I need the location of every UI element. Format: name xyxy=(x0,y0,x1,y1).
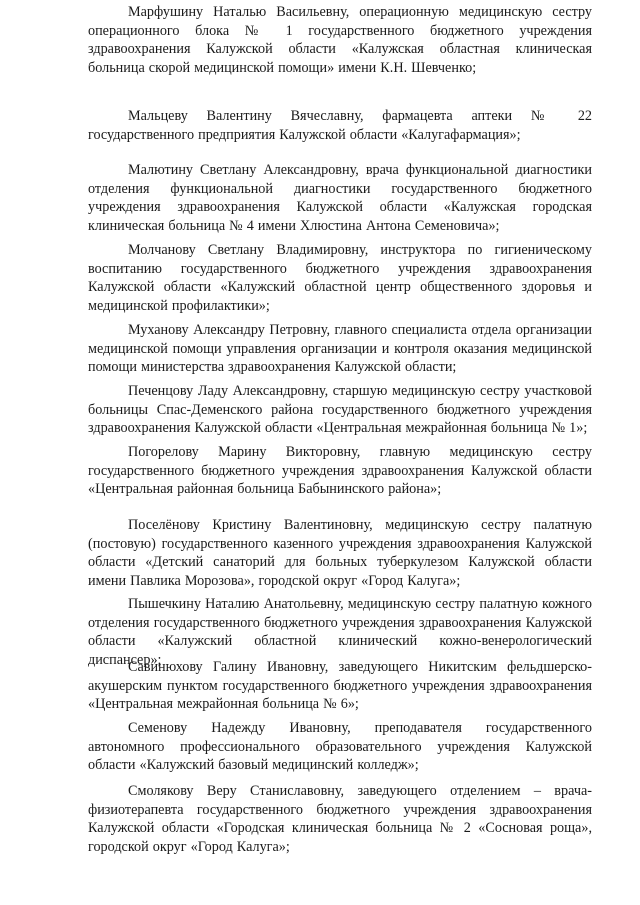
entry-pogorelova: Погорелову Марину Викторовну, главную медицинскую сестру государственного бюджетного учреждения здравоохранения Калужской области «Центральная районная больница Бабынинского района»; xyxy=(88,444,592,498)
entry-semenova: Семенову Надежду Ивановну, преподавателя государственного автономного профессионального образовательного учреждения Калужской области «Калужский базовый медицинский колледж»; xyxy=(88,720,592,774)
entry-poselenova: Поселёнову Кристину Валентиновну, медицинскую сестру палатную (постовую) государственного казенного учреждения здравоохранения Калужской области «Детский санаторий для больных туберкулезом Калужской области имени Павлика Морозова», городской округ «Город Калуга»; xyxy=(88,517,592,589)
entry-marfushina: Марфушину Наталью Васильевну, операционную медицинскую сестру операционного блока № 1 государственного бюджетного учреждения здравоохранения Калужской области «Калужская областная клиническая больница скорой медицинской помощи» имени К.Н. Шевченко; xyxy=(88,4,592,76)
entry-molchanova: Молчанову Светлану Владимировну, инструктора по гигиеническому воспитанию государственного бюджетного учреждения здравоохранения Калужской области «Калужский областной центр общественного здоровья и медицинской профилактики»; xyxy=(88,242,592,314)
entry-maltseva: Мальцеву Валентину Вячеславну, фармацевта аптеки № 22 государственного предприятия Калужской области «Калугафармация»; xyxy=(88,108,592,143)
entry-pechentsova: Печенцову Ладу Александровну, старшую медицинскую сестру участковой больницы Спас-Деменского района государственного бюджетного учреждения здравоохранения Калужской области «Центральная межрайонная больница № 1»; xyxy=(88,383,592,437)
entry-malyutina: Малютину Светлану Александровну, врача функциональной диагностики отделения функциональной диагностики государственного бюджетного учреждения здравоохранения Калужской области «Калужская городская клиническая больница № 4 имени Хлюстина Антона Семеновича»; xyxy=(88,162,592,234)
entry-mukhanova: Муханову Александру Петровну, главного специалиста отдела организации медицинской помощи управления организации и контроля оказания медицинской помощи министерства здравоохранения Калужской области; xyxy=(88,322,592,376)
entry-smolyakova: Смолякову Веру Станиславовну, заведующего отделением – врача-физиотерапевта государственного бюджетного учреждения здравоохранения Калужской области «Городская клиническая больница № 2 «Сосновая роща», городской округ «Город Калуга»; xyxy=(88,783,592,855)
entry-savinyukhova: Савинюхову Галину Ивановну, заведующего Никитским фельдшерско-акушерским пунктом государственного бюджетного учреждения здравоохранения «Центральная межрайонная больница № 6»; xyxy=(88,659,592,713)
entry-pyshechkina: Пышечкину Наталию Анатольевну, медицинскую сестру палатную кожного отделения государственного бюджетного учреждения здравоохранения Калужской области «Калужский областной клинический кожно-венерологический диспансер»; xyxy=(88,596,592,668)
